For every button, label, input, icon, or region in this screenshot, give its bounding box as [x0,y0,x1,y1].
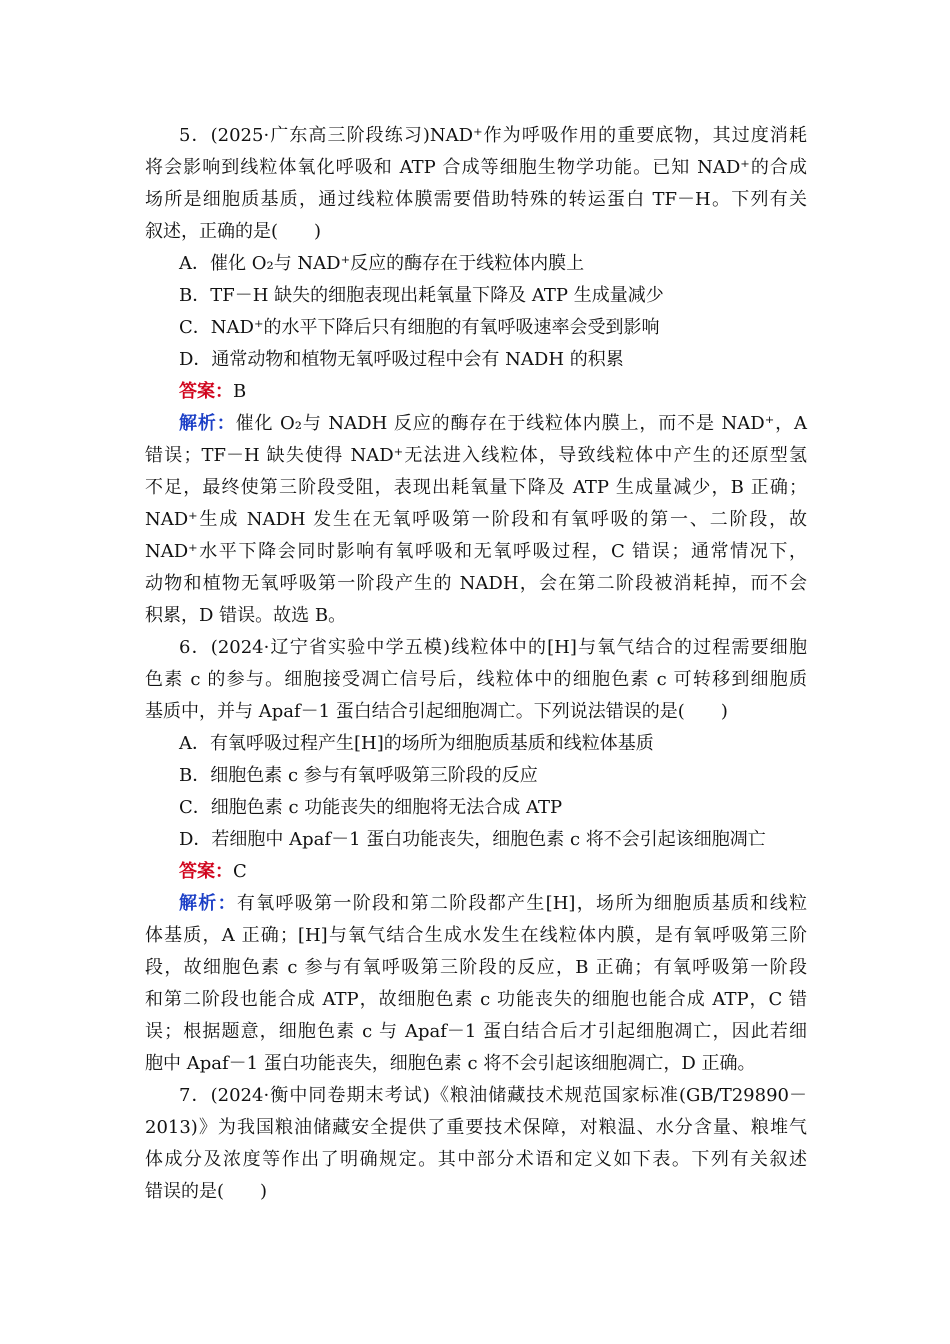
q5-option-b: B．TF－H 缺失的细胞表现出耗氧量下降及 ATP 生成量减少 [179,285,664,306]
q5-analysis-line: 不足，最终使第三阶段受阻，表现出耗氧量下降及 ATP 生成量减少，B 正确； [145,477,807,498]
q5-analysis-line: 积累，D 错误。故选 B。 [145,605,347,626]
q6-option-d: D．若细胞中 Apaf－1 蛋白功能丧失，细胞色素 c 将不会引起该细胞凋亡 [179,829,766,850]
q6-analysis-line: 和第二阶段也能合成 ATP，故细胞色素 c 功能丧失的细胞也能合成 ATP，C 错 [145,989,807,1010]
analysis-text: 有氧呼吸第一阶段和第二阶段都产生[H]，场所为细胞质基质和线粒 [236,893,808,914]
q5-stem-line: 场所是细胞质基质，通过线粒体膜需要借助特殊的转运蛋白 TF－H。下列有关 [145,189,807,210]
q6-analysis-line: 胞中 Apaf－1 蛋白功能丧失，细胞色素 c 将不会引起该细胞凋亡，D 正确。 [145,1053,756,1074]
q6-stem-line: 色素 c 的参与。细胞接受凋亡信号后，线粒体中的细胞色素 c 可转移到细胞质 [145,669,807,690]
q6-analysis-line: 体基质，A 正确；[H]与氧气结合生成水发生在线粒体内膜，是有氧呼吸第三阶 [145,925,807,946]
q6-option-c: C．细胞色素 c 功能丧失的细胞将无法合成 ATP [179,797,563,818]
answer-value: B [233,381,247,402]
q7-stem-line: 7．(2024·衡中同卷期末考试)《粮油储藏技术规范国家标准(GB/T29890－ [179,1085,807,1106]
q5-analysis-line: 动物和植物无氧呼吸第一阶段产生的 NADH，会在第二阶段被消耗掉，而不会 [145,573,807,594]
q6-analysis-line [179,888,807,920]
q7-stem-line: 2013)》为我国粮油储藏安全提供了重要技术保障，对粮温、水分含量、粮堆气 [145,1117,807,1138]
q5-stem-line: 将会影响到线粒体氧化呼吸和 ATP 合成等细胞生物学功能。已知 NAD⁺的合成 [145,157,807,178]
q6-option-a: A．有氧呼吸过程产生[H]的场所为细胞质基质和线粒体基质 [179,733,654,754]
q7-stem-line: 体成分及浓度等作出了明确规定。其中部分术语和定义如下表。下列有关叙述 [145,1149,807,1170]
analysis-label: 解析： [179,893,237,914]
q6-analysis-line: 段，故细胞色素 c 参与有氧呼吸第三阶段的反应，B 正确；有氧呼吸第一阶段 [145,957,807,978]
answer-value: C [233,861,247,882]
q5-option-d: D．通常动物和植物无氧呼吸过程中会有 NADH 的积累 [179,349,624,370]
q5-stem-line: 叙述，正确的是( ) [145,221,322,242]
answer-label: 答案： [179,381,233,402]
analysis-text: 催化 O₂与 NADH 反应的酶存在于线粒体内膜上，而不是 NAD⁺，A [235,413,808,434]
q5-analysis-line: 错误；TF－H 缺失使得 NAD⁺无法进入线粒体，导致线粒体中产生的还原型氢 [145,445,807,466]
q5-stem-line: 5．(2025·广东高三阶段练习)NAD⁺作为呼吸作用的重要底物，其过度消耗 [179,125,807,146]
q5-option-c: C．NAD⁺的水平下降后只有细胞的有氧呼吸速率会受到影响 [179,317,660,338]
q5-option-a: A．催化 O₂与 NAD⁺反应的酶存在于线粒体内膜上 [179,253,585,274]
q6-analysis-line: 误；根据题意，细胞色素 c 与 Apaf－1 蛋白结合后才引起细胞凋亡，因此若细 [145,1021,807,1042]
q6-stem-line: 6．(2024·辽宁省实验中学五模)线粒体中的[H]与氧气结合的过程需要细胞 [179,637,807,658]
q5-answer [179,376,807,408]
q6-stem-line: 基质中，并与 Apaf－1 蛋白结合引起细胞凋亡。下列说法错误的是( ) [145,701,728,722]
q6-answer [179,856,807,888]
q5-analysis-line: NAD⁺生成 NADH 发生在无氧呼吸第一阶段和有氧呼吸的第一、二阶段，故 [145,509,807,530]
answer-label: 答案： [179,861,233,882]
q5-analysis-line [179,408,807,440]
q7-stem-line: 错误的是( ) [145,1181,268,1202]
q5-analysis-line: NAD⁺水平下降会同时影响有氧呼吸和无氧呼吸过程，C 错误；通常情况下， [145,541,807,562]
q6-option-b: B．细胞色素 c 参与有氧呼吸第三阶段的反应 [179,765,538,786]
analysis-label: 解析： [179,413,236,434]
